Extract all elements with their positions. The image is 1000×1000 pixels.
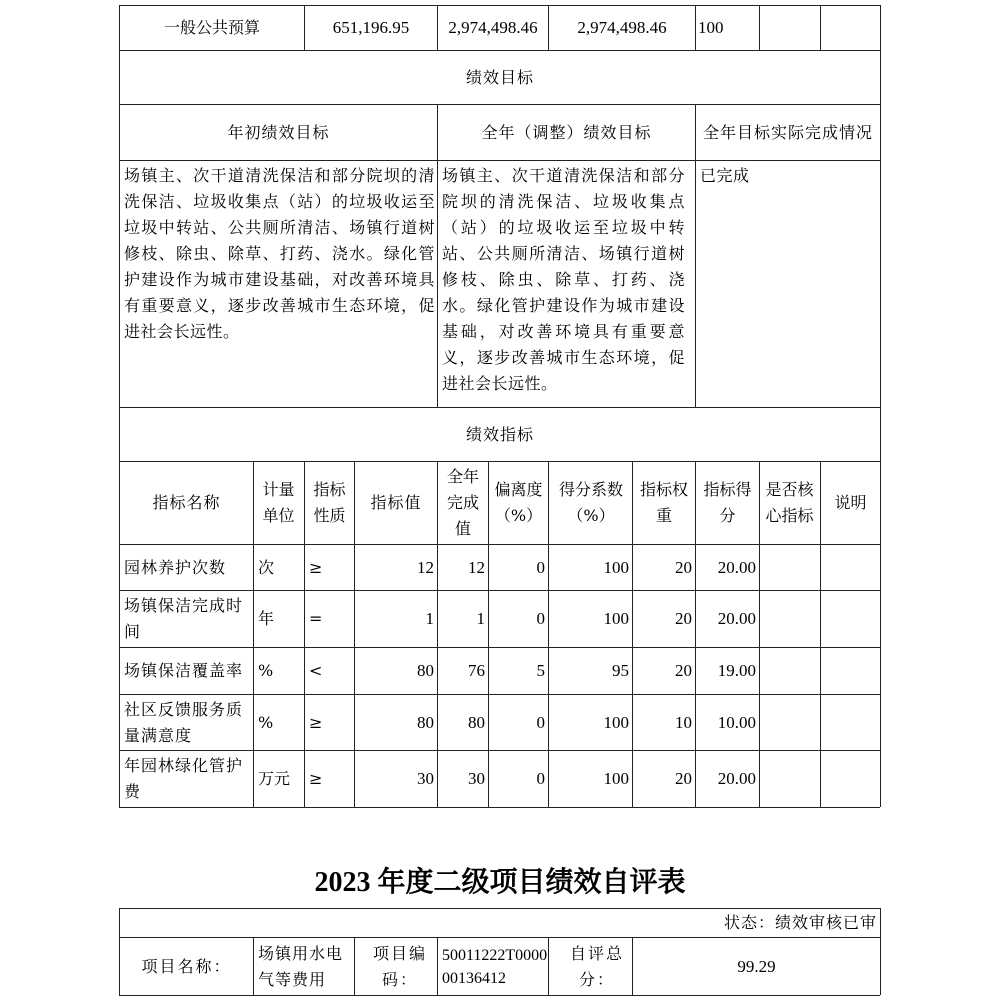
header-deviation: 偏离度（%） — [494, 480, 543, 525]
table-row-3-deviation: 5 — [536, 661, 545, 680]
table-row-1-deviation: 0 — [536, 557, 545, 577]
table-row-5-name: 年园林绿化管护费 — [124, 756, 244, 801]
table-row-2-deviation: 0 — [536, 609, 545, 628]
table-row-1-done: 12 — [468, 557, 485, 577]
header-nature: 指标性质 — [313, 480, 346, 525]
header-value: 指标值 — [370, 493, 422, 512]
goals-section-title: 绩效目标 — [465, 67, 534, 87]
table-row-2-done: 1 — [476, 609, 485, 628]
table-row-4-coef: 100 — [603, 712, 629, 732]
table-row-4-done: 80 — [468, 712, 485, 732]
table-row-4-nature: ≥ — [309, 712, 323, 732]
table-row-5-deviation: 0 — [536, 769, 545, 788]
table-row-2-coef: 100 — [603, 609, 629, 628]
header-coef: 得分系数（%） — [558, 480, 623, 525]
table-row-4-deviation: 0 — [536, 712, 545, 732]
table-row-2-nature: = — [309, 609, 323, 628]
table-row-1-weight: 20 — [675, 557, 692, 577]
table-row-2-score: 20.00 — [717, 609, 756, 628]
header-unit: 计量单位 — [262, 480, 295, 525]
table-row-1-score: 20.00 — [717, 557, 756, 577]
table-row-3-coef: 95 — [612, 661, 629, 680]
table-row-3-nature: < — [309, 661, 323, 680]
project-code-value: 50011222T000000136412 — [442, 946, 548, 987]
table-row-5-value: 30 — [417, 769, 434, 788]
budget-row-value-1: 651,196.95 — [332, 18, 410, 37]
table-row-4-name: 社区反馈服务质量满意度 — [124, 699, 244, 745]
table-row-5-unit: 万元 — [258, 769, 291, 788]
self-score-label: 自评总分： — [569, 943, 624, 989]
table-row-1-name: 园林养护次数 — [124, 557, 227, 577]
second-table-title: 2023 年度二级项目绩效自评表 — [314, 867, 686, 898]
table-row-1-coef: 100 — [603, 557, 629, 577]
self-score-value: 99.29 — [737, 956, 776, 976]
goals-col-adjusted: 全年（调整）绩效目标 — [481, 122, 652, 142]
table-row-2-value: 1 — [425, 609, 434, 628]
goals-adjusted-text: 场镇主、次干道清洗保洁和部分院坝的清洗保洁、垃圾收集点（站）的垃圾收运至垃圾中转站、公共厕所清洁、场镇行道树修枝、除虫、除草、打药、浇水。绿化管护建设作为城市建设基础，对改善环境具有重要意义，逐步改善城市生态环境，促进社会长远性。 — [442, 166, 685, 393]
table-row-5-coef: 100 — [603, 769, 629, 788]
table-row-2-unit: 年 — [258, 609, 275, 628]
table-row-2-weight: 20 — [675, 609, 692, 628]
project-name-value: 场镇用水电气等费用 — [258, 943, 344, 989]
header-name: 指标名称 — [152, 493, 221, 512]
header-note: 说明 — [834, 493, 867, 512]
header-done: 全年完成值 — [446, 467, 479, 538]
table-row-4-weight: 10 — [675, 712, 692, 732]
table-row-1-value: 12 — [417, 557, 434, 577]
table-row-1-unit: 次 — [258, 557, 275, 577]
project-name-label: 项目名称： — [141, 956, 232, 976]
header-weight: 指标权重 — [639, 480, 688, 525]
status-label: 状态：绩效审核已审 — [723, 913, 877, 932]
table-row-4-unit: % — [258, 712, 274, 732]
table-row-5-score: 20.00 — [717, 769, 756, 788]
table-row-5-weight: 20 — [675, 769, 692, 788]
budget-row-value-4: 100 — [698, 18, 724, 37]
budget-row-value-3: 2,974,498.46 — [577, 18, 667, 37]
header-core: 是否核心指标 — [765, 480, 814, 525]
goals-actual-text: 已完成 — [700, 166, 750, 185]
table-row-5-done: 30 — [468, 769, 485, 788]
budget-row-value-2: 2,974,498.46 — [448, 18, 538, 37]
table-row-5-nature: ≥ — [309, 769, 323, 788]
goals-col-initial: 年初绩效目标 — [227, 122, 330, 142]
table-row-3-score: 19.00 — [717, 661, 756, 680]
table-row-4-score: 10.00 — [717, 712, 756, 732]
table-row-4-value: 80 — [417, 712, 434, 732]
table-row-3-name: 场镇保洁覆盖率 — [124, 661, 244, 680]
table-row-3-weight: 20 — [675, 661, 692, 680]
table-row-2-name: 场镇保洁完成时间 — [124, 596, 244, 641]
indicators-section-title: 绩效指标 — [465, 424, 534, 444]
goals-initial-text: 场镇主、次干道清洗保洁和部分院坝的清洗保洁、垃圾收集点（站）的垃圾收运至垃圾中转站、公共厕所清洁、场镇行道树修枝、除虫、除草、打药、浇水。绿化管护建设作为城市建设基础，对改善环境具有重要意义，逐步改善城市生态环境，促进社会长远性。 — [124, 166, 435, 341]
goals-col-actual: 全年目标实际完成情况 — [702, 122, 873, 142]
header-score: 指标得分 — [703, 480, 752, 525]
table-row-3-value: 80 — [417, 661, 434, 680]
project-code-label: 项目编码： — [372, 943, 427, 989]
table-row-3-done: 76 — [468, 661, 485, 680]
table-row-3-unit: % — [258, 661, 274, 680]
budget-row-label: 一般公共预算 — [163, 18, 260, 37]
table-row-1-nature: ≥ — [309, 557, 323, 577]
